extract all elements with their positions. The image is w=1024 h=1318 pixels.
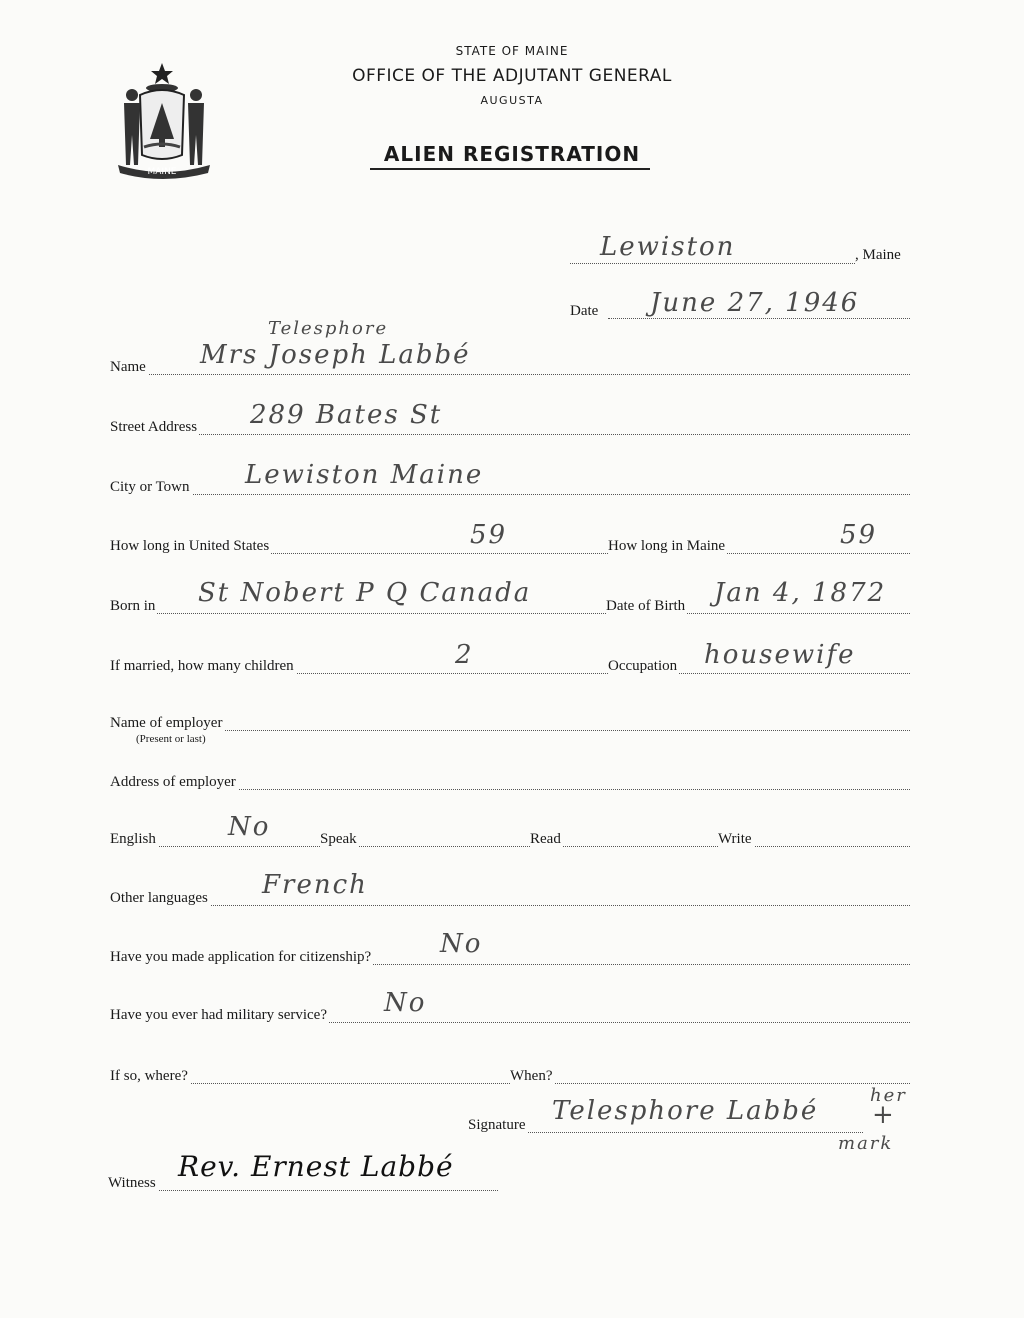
born-in-value[interactable]: St Nobert P Q Canada: [198, 578, 532, 608]
office-heading: OFFICE OF THE ADJUTANT GENERAL: [352, 66, 672, 86]
children-value[interactable]: 2: [455, 640, 474, 670]
write-label: Write: [718, 831, 752, 847]
signature-label: Signature: [468, 1117, 526, 1133]
employer-name-label: Name of employer: [110, 715, 223, 731]
citizenship-value[interactable]: No: [440, 929, 483, 959]
how-long-us-label: How long in United States: [110, 538, 270, 554]
speak-label: Speak: [320, 831, 357, 847]
date-of-birth-value[interactable]: Jan 4, 1872: [714, 578, 887, 608]
name-value[interactable]: Mrs Joseph Labbé: [200, 340, 471, 370]
location-suffix: , Maine: [855, 247, 901, 263]
witness-value[interactable]: Rev. Ernest Labbé: [178, 1150, 454, 1183]
employer-name-sublabel: (Present or last): [136, 733, 206, 745]
read-label: Read: [530, 831, 561, 847]
signature-value[interactable]: Telesphore Labbé: [552, 1096, 819, 1126]
children-label: If married, how many children: [110, 658, 294, 674]
title-underline: [370, 168, 650, 170]
date-of-birth-label: Date of Birth: [606, 598, 686, 614]
when-label: When?: [510, 1068, 553, 1084]
employer-name-line: [110, 730, 910, 731]
state-seal-emblem: [110, 55, 225, 180]
name-annotation: Telesphore: [268, 318, 389, 339]
location-line: [570, 263, 855, 264]
where-label: If so, where?: [110, 1068, 188, 1084]
english-line: [110, 846, 910, 847]
city-label: City or Town: [110, 479, 190, 495]
born-in-label: Born in: [110, 598, 156, 614]
city-heading: AUGUSTA: [480, 94, 544, 107]
city-line: [110, 494, 910, 495]
street-address-line: [110, 434, 910, 435]
born-line: [110, 613, 910, 614]
how-long-maine-label: How long in Maine: [608, 538, 726, 554]
english-value[interactable]: No: [228, 812, 271, 842]
witness-label: Witness: [108, 1175, 156, 1191]
military-value[interactable]: No: [384, 988, 427, 1018]
citizenship-label: Have you made application for citizenship?: [110, 949, 372, 965]
city-value[interactable]: Lewiston Maine: [245, 460, 484, 490]
other-languages-label: Other languages: [110, 890, 208, 906]
employer-address-label: Address of employer: [110, 774, 236, 790]
form-title: ALIEN REGISTRATION: [383, 142, 641, 166]
date-value[interactable]: June 27, 1946: [650, 288, 860, 318]
state-heading: STATE OF MAINE: [455, 44, 569, 58]
street-address-value[interactable]: 289 Bates St: [250, 400, 443, 430]
street-address-label: Street Address: [110, 419, 198, 435]
occupation-value[interactable]: housewife: [704, 640, 856, 670]
date-label: Date: [570, 303, 599, 319]
other-languages-line: [110, 905, 910, 906]
seal-banner-text: MAINE: [147, 167, 177, 177]
signature-mark-top: her: [870, 1085, 907, 1106]
name-label: Name: [110, 359, 146, 375]
how-long-us-value[interactable]: 59: [470, 520, 508, 550]
name-line: [110, 374, 910, 375]
witness-line: [108, 1190, 498, 1191]
occupation-label: Occupation: [608, 658, 678, 674]
english-label: English: [110, 831, 156, 847]
date-line: [608, 318, 910, 319]
military-label: Have you ever had military service?: [110, 1007, 327, 1023]
how-long-maine-value[interactable]: 59: [840, 520, 878, 550]
signature-mark-bottom: mark: [838, 1133, 894, 1154]
location-value[interactable]: Lewiston: [600, 232, 736, 262]
other-languages-value[interactable]: French: [262, 870, 368, 900]
signature-mark-symbol: +: [872, 1100, 896, 1130]
